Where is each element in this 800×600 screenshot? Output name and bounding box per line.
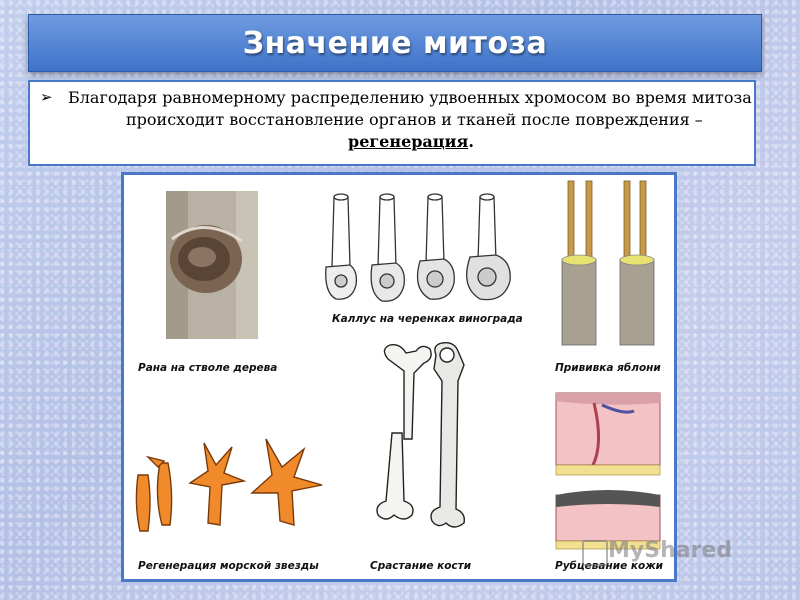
paragraph-line-2: происходит восстановление органов и тканей после повреждения – (126, 110, 703, 129)
tree-trunk-illustration (166, 191, 258, 339)
paragraph (68, 87, 758, 153)
paragraph-line-1: Благодаря равномерному распределению удвоенных хромосом во время митоза (68, 88, 752, 107)
watermark: MyShared (608, 538, 733, 563)
bone-illustration (377, 343, 464, 527)
caption-bone: Срастание кости (370, 560, 472, 572)
bullet-arrow-icon: ➢ (40, 88, 53, 106)
watermark-logo-icon (582, 540, 608, 566)
paragraph-line-3 (68, 131, 758, 153)
illustration-panel (121, 172, 677, 582)
apple-graft-illustration (562, 181, 654, 345)
regeneration-term: регенерация (348, 132, 469, 151)
paragraph-period: . (468, 132, 474, 151)
caption-tree-wound: Рана на стволе дерева (138, 362, 278, 374)
caption-apple-graft: Прививка яблони (555, 362, 661, 374)
slide-title: Значение митоза (242, 25, 548, 61)
grape-cuttings-illustration (326, 194, 511, 301)
caption-grape-callus: Каллус на черенках винограда (332, 313, 523, 325)
caption-skin: Рубцевание кожи (555, 560, 664, 572)
caption-starfish: Регенерация морской звезды (138, 560, 319, 572)
skin-illustration (556, 393, 660, 549)
text-box (28, 80, 756, 166)
title-bar (28, 14, 762, 72)
starfish-illustration (136, 439, 322, 531)
illustration-svg (124, 175, 674, 579)
